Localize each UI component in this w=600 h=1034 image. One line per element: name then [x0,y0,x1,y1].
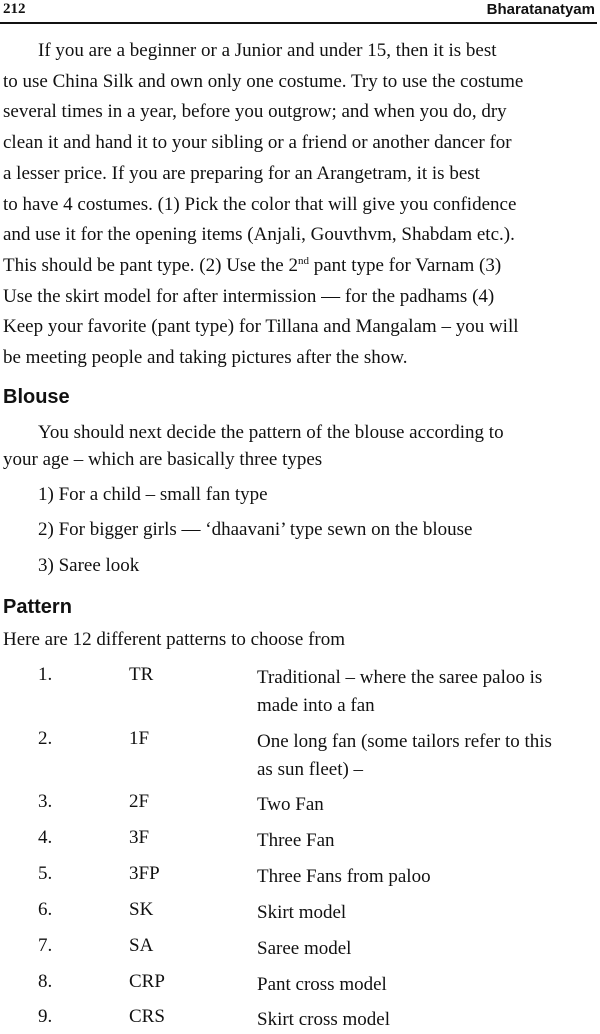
pattern-code: CRS [129,1006,165,1027]
pattern-description [257,728,599,784]
page-header [0,0,597,24]
pattern-description: Skirt cross model [257,1009,390,1030]
pattern-number: 7. [38,935,53,956]
section-heading-pattern: Pattern [3,596,72,618]
blouse-paragraph-line: You should next decide the pattern of the blouse according to [38,422,504,443]
page-number: 212 [3,1,26,17]
running-title: Bharatanatyam [486,1,595,18]
intro-paragraph [3,36,598,374]
pattern-intro: Here are 12 different patterns to choose from [3,629,346,650]
description-line: as sun fleet) – [257,759,364,780]
section-heading-blouse: Blouse [3,386,70,408]
pattern-number: 6. [38,899,53,920]
pattern-code: 3FP [129,863,160,884]
blouse-list-item: 1) For a child – small fan type [38,484,268,505]
blouse-list-item: 3) Saree look [38,555,140,576]
paragraph-line-start: This should be pant type. (2) Use the 2 [3,254,298,276]
pattern-code: 2F [129,791,150,812]
pattern-code: SK [129,899,154,920]
paragraph-line: to have 4 costumes. (1) Pick the color that will give you confidence [3,193,517,215]
paragraph-line: Keep your favorite (pant type) for Tillana and Mangalam – you will [3,316,519,338]
paragraph-line-end: pant type for Varnam (3) [308,254,502,276]
pattern-description: Three Fans from paloo [257,866,431,887]
paragraph-line: be meeting people and taking pictures after the show. [3,347,408,369]
pattern-code: CRP [129,971,165,992]
description-line: made into a fan [257,695,375,716]
paragraph-line: clean it and hand it to your sibling or a friend or another dancer for [3,132,512,154]
pattern-description: Skirt model [257,902,347,923]
blouse-paragraph-line: your age – which are basically three types [3,449,323,470]
pattern-description [257,664,599,720]
pattern-description: Two Fan [257,794,324,815]
pattern-code: SA [129,935,154,956]
pattern-code: TR [129,664,154,685]
pattern-number: 9. [38,1006,53,1027]
pattern-number: 3. [38,791,53,812]
paragraph-line: several times in a year, before you outgrow; and when you do, dry [3,101,507,123]
paragraph-line: and use it for the opening items (Anjali, Gouvthvm, Shabdam etc.). [3,224,515,246]
pattern-number: 4. [38,827,53,848]
pattern-code: 3F [129,827,150,848]
description-line: Traditional – where the saree paloo is [257,667,543,688]
pattern-description: Three Fan [257,830,335,851]
paragraph-line: a lesser price. If you are preparing for an Arangetram, it is best [3,162,480,184]
pattern-number: 1. [38,664,53,685]
description-line: One long fan (some tailors refer to this [257,731,552,752]
paragraph-line: If you are a beginner or a Junior and under 15, then it is best [38,40,497,61]
pattern-code: 1F [129,728,150,749]
pattern-number: 5. [38,863,53,884]
pattern-number: 8. [38,971,53,992]
pattern-description: Saree model [257,938,352,959]
pattern-number: 2. [38,728,53,749]
paragraph-line: Use the skirt model for after intermission — for the padhams (4) [3,285,495,307]
blouse-list-item: 2) For bigger girls — ‘dhaavani’ type sewn on the blouse [38,519,473,540]
paragraph-line: to use China Silk and own only one costume. Try to use the costume [3,70,524,92]
paragraph-line-with-superscript [3,251,598,282]
pattern-description: Pant cross model [257,974,387,995]
ordinal-superscript: nd [297,254,309,267]
